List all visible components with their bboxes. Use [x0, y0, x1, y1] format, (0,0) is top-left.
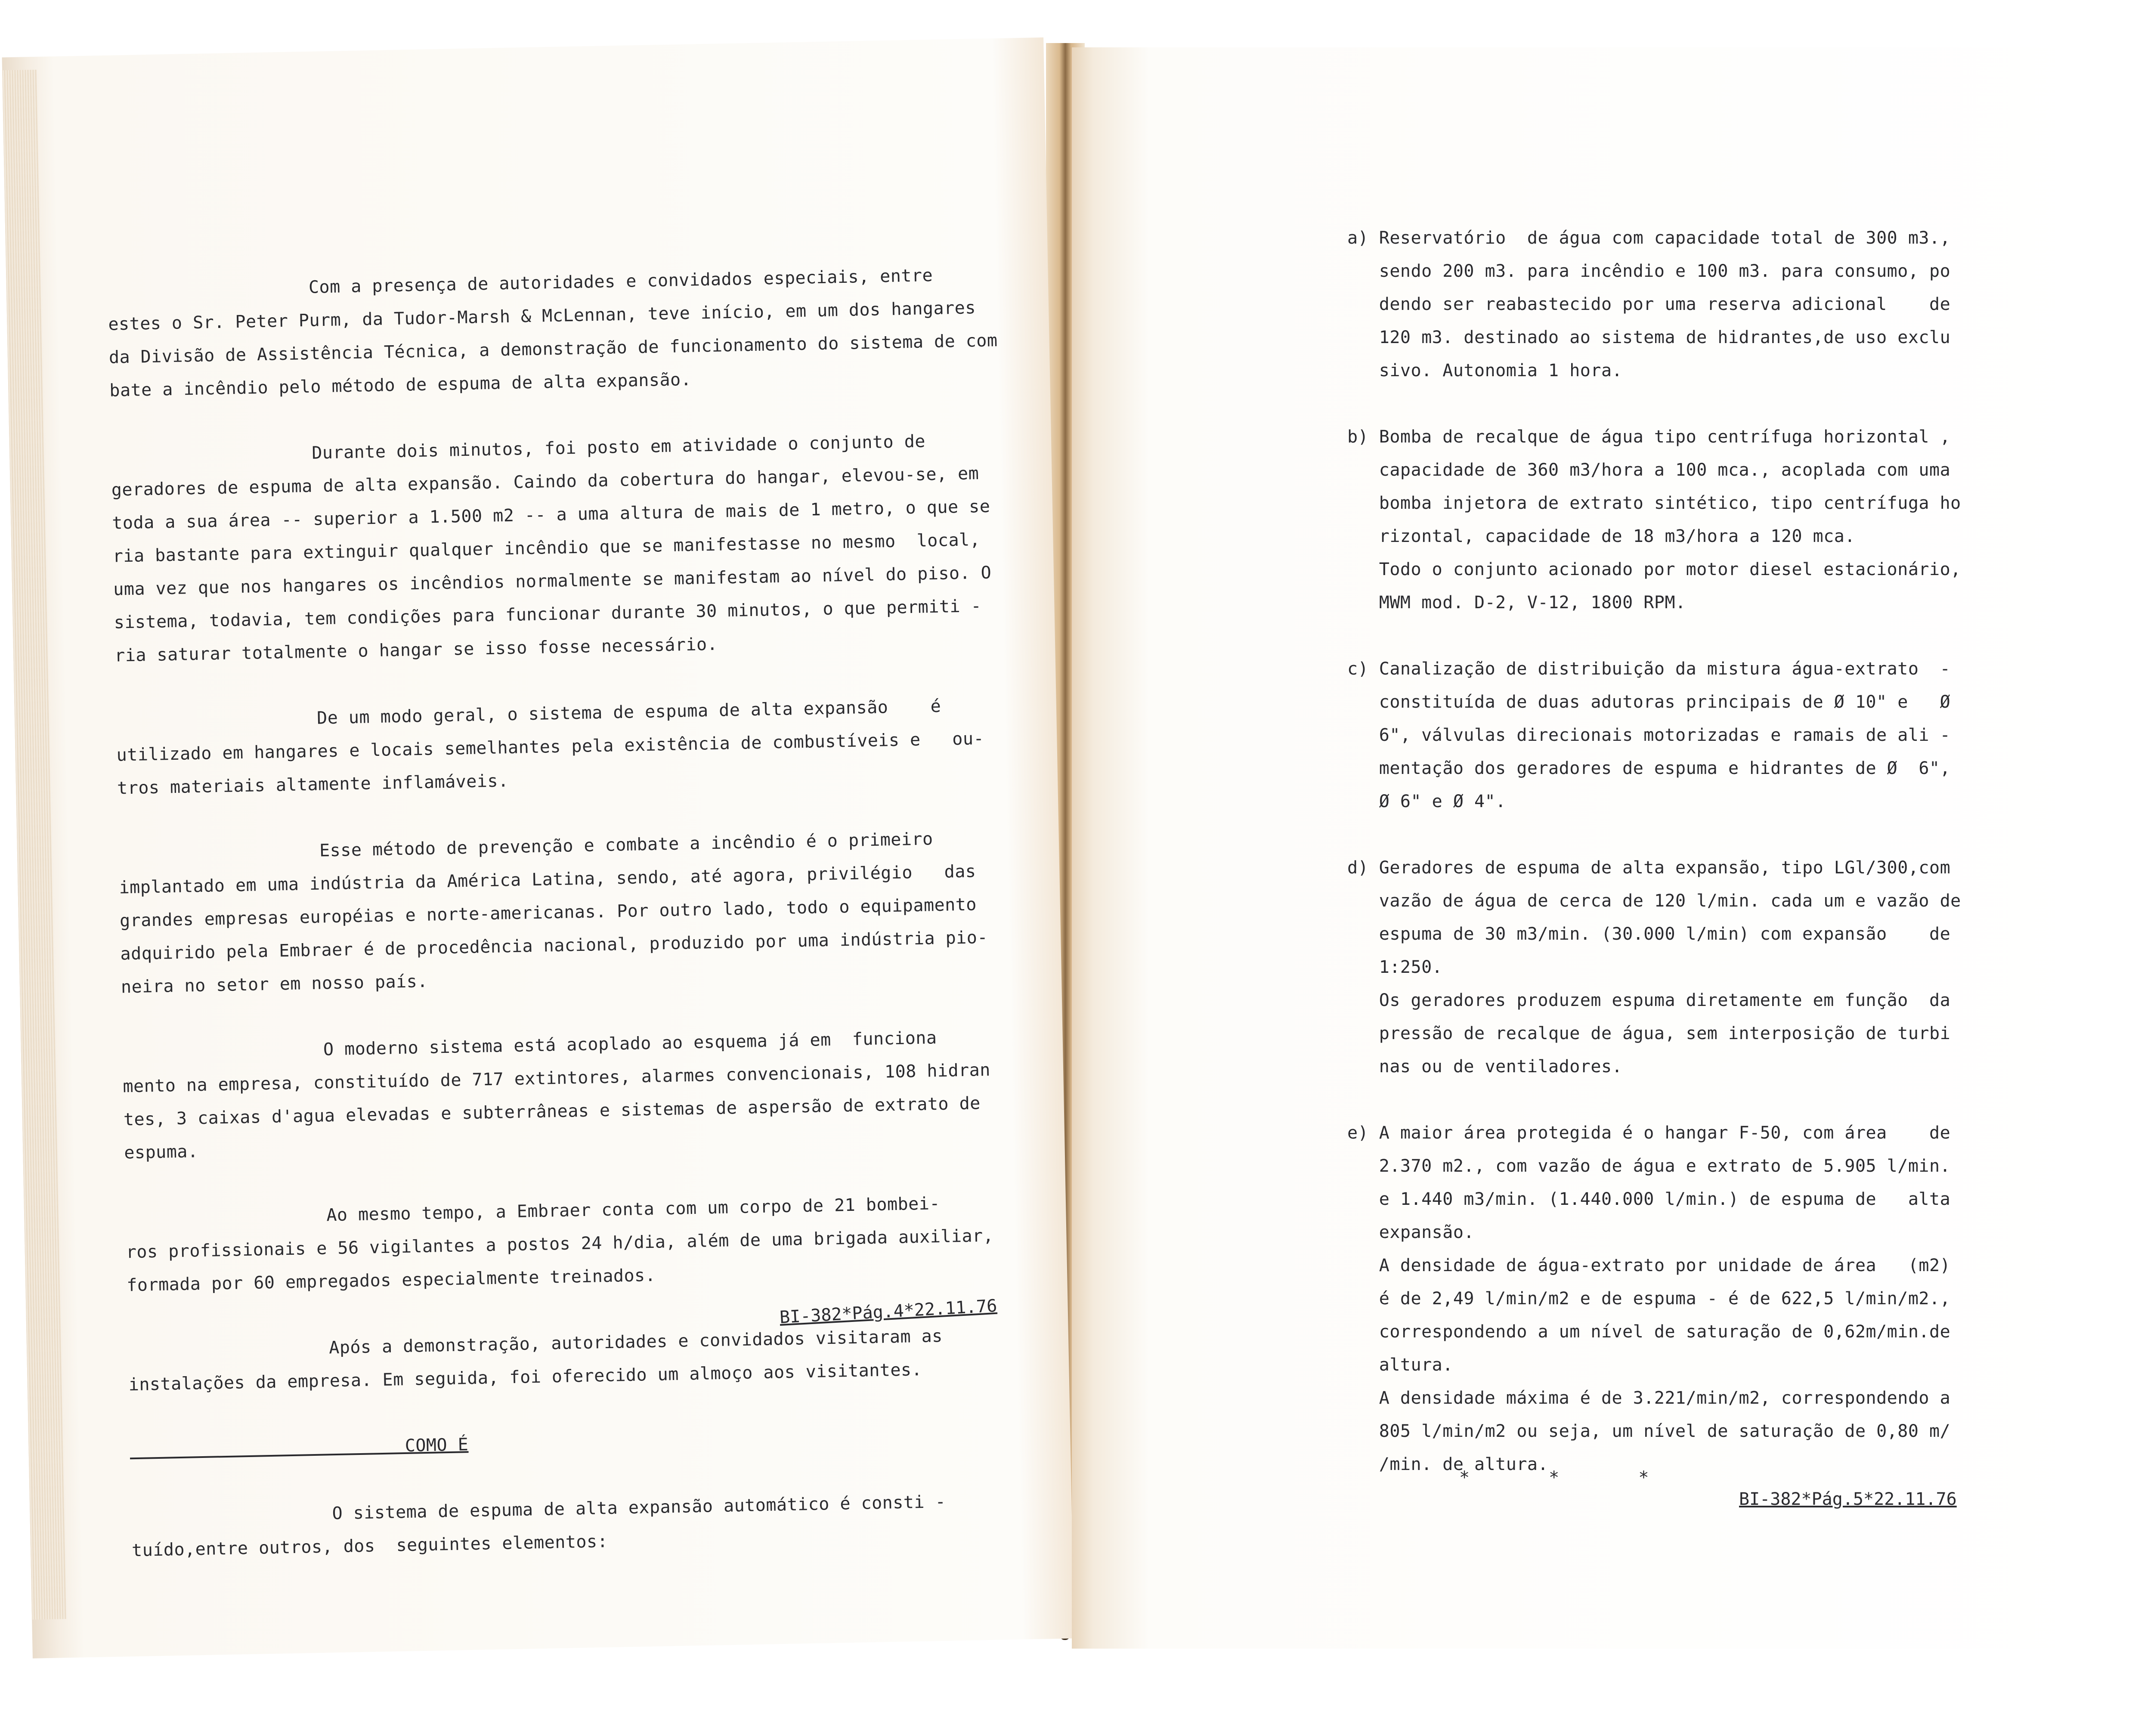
right-page-text-line: Ø 6" e Ø 4".	[1347, 792, 1506, 811]
right-page-text-line: A densidade máxima é de 3.221/min/m2, correspondendo a	[1347, 1388, 1951, 1408]
left-page-text-line: tros materiais altamente inflamáveis.	[117, 771, 509, 798]
right-page-text-line: altura.	[1347, 1355, 1453, 1375]
right-page-text-line: /min. de altura.	[1347, 1454, 1549, 1474]
right-page-text-line: 1:250.	[1347, 957, 1443, 977]
left-page-text-line: da Divisão de Assistência Técnica, a demonstração de funcionamento do sistema de com	[108, 331, 998, 368]
left-page-text-line: formada por 60 empregados especialmente treinados.	[126, 1265, 656, 1296]
right-page-text-line: rizontal, capacidade de 18 m3/hora a 120 mca.	[1347, 526, 1855, 546]
right-page-text-line: vazão de água de cerca de 120 l/min. cada um e vazão de	[1347, 891, 1961, 911]
left-page-text	[107, 258, 1021, 1567]
right-page-footer: BI-382*Pág.5*22.11.76	[1739, 1489, 1957, 1509]
right-page-text-line: a) Reservatório de água com capacidade total de 300 m3.,	[1347, 228, 1951, 248]
section-heading: COMO É	[130, 1435, 469, 1461]
right-page-text-line: bomba injetora de extrato sintético, tipo centrífuga ho	[1347, 493, 1961, 513]
left-page-footer: BI-382*Pág.4*22.11.76	[779, 1296, 998, 1328]
right-page-text-line: c) Canalização de distribuição da mistura água-extrato -	[1347, 659, 1951, 679]
left-page-text-line: O sistema de espuma de alta expansão automático é consti -	[131, 1492, 946, 1528]
left-page-text-line: instalações da empresa. Em seguida, foi oferecido um almoço aos visitantes.	[128, 1359, 922, 1395]
left-page-text-line: neira no setor em nosso país.	[121, 971, 428, 997]
left-page-text-line: ros profissionais e 56 vigilantes a postos 24 h/dia, além de uma brigada auxiliar,	[126, 1225, 994, 1263]
right-page-text-line: constituída de duas adutoras principais de Ø 10" e Ø	[1347, 692, 1951, 712]
right-page-text-line: Os geradores produzem espuma diretamente em função da	[1347, 990, 1951, 1010]
right-page-text-line: b) Bomba de recalque de água tipo centrífuga horizontal ,	[1347, 427, 1951, 447]
left-page	[2, 37, 1074, 1659]
right-page-text-line: correspondendo a um nível de saturação de 0,62m/min.de	[1347, 1322, 1951, 1342]
right-page-text-line: sivo. Autonomia 1 hora.	[1347, 361, 1623, 381]
left-page-text-line: Durante dois minutos, foi posto em atividade o conjunto de	[110, 431, 926, 467]
right-page-text-line	[1347, 1083, 1961, 1117]
left-page-text-line: Ao mesmo tempo, a Embraer conta com um corpo de 21 bombei-	[125, 1194, 941, 1229]
right-page-text-line: 120 m3. destinado ao sistema de hidrantes,de uso exclu	[1347, 328, 1951, 347]
right-page-text-line: MWM mod. D-2, V-12, 1800 RPM.	[1347, 593, 1686, 613]
right-page-text-line: expansão.	[1347, 1222, 1474, 1242]
left-page-text-line: tuído,entre outros, dos seguintes elementos:	[131, 1531, 608, 1561]
right-page-text-line: sendo 200 m3. para incêndio e 100 m3. para consumo, po	[1347, 261, 1951, 281]
left-page-text-line: utilizado em hangares e locais semelhantes pela existência de combustíveis e ou-	[116, 728, 984, 765]
right-page-text-line: A densidade de água-extrato por unidade de área (m2)	[1347, 1256, 1951, 1275]
left-page-text-line: geradores de espuma de alta expansão. Caindo da cobertura do hangar, elevou-se, em	[111, 463, 979, 500]
right-page-text-line: espuma de 30 m3/min. (30.000 l/min) com expansão de	[1347, 924, 1951, 944]
right-page-text-line	[1347, 387, 1961, 421]
left-page-text-line: Com a presença de autoridades e convidados especiais, entre	[107, 265, 933, 301]
left-page-text-line: ria saturar totalmente o hangar se isso fosse necessário.	[114, 634, 718, 666]
left-page-text-line: adquirido pela Embraer é de procedência nacional, produzido por uma indústria pio-	[120, 927, 988, 964]
section-separator-stars: * * *	[1459, 1468, 1683, 1488]
left-page-text-line: implantado em uma indústria da América Latina, sendo, até agora, privilégio das	[119, 861, 976, 898]
right-page-text	[1347, 222, 1961, 1481]
right-page-text-line: e 1.440 m3/min. (1.440.000 l/min.) de espuma de alta	[1347, 1189, 1951, 1209]
left-page-text-line: Esse método de prevenção e combate a incêndio é o primeiro	[118, 829, 934, 865]
left-page-text-line: O moderno sistema está acoplado ao esquema já em funciona	[122, 1028, 937, 1064]
right-page-text-line: d) Geradores de espuma de alta expansão, tipo LGl/300,com	[1347, 858, 1951, 878]
right-page-text-line: 805 l/min/m2 ou seja, um nível de saturação de 0,80 m/	[1347, 1421, 1951, 1441]
left-page-text-line: uma vez que nos hangares os incêndios normalmente se manifestam ao nível do piso. O	[113, 563, 992, 600]
left-page-text-line: Após a demonstração, autoridades e convidados visitaram as	[127, 1326, 943, 1362]
right-page	[1072, 47, 2114, 1649]
left-page-text-line: tes, 3 caixas d'agua elevadas e subterrâneas e sistemas de aspersão de extrato de	[123, 1093, 981, 1130]
right-page-text-line: é de 2,49 l/min/m2 e de espuma - é de 622,5 l/min/m2.,	[1347, 1289, 1951, 1309]
right-page-text-line: Todo o conjunto acionado por motor diesel estacionário,	[1347, 560, 1961, 579]
left-page-text-line: mento na empresa, constituído de 717 extintores, alarmes convencionais, 108 hidran	[123, 1060, 991, 1097]
right-page-text-line: nas ou de ventiladores.	[1347, 1057, 1623, 1077]
left-page-text-line: toda a sua área -- superior a 1.500 m2 -- a uma altura de mais de 1 metro, o que se	[111, 496, 990, 533]
left-page-text-line: bate a incêndio pelo método de espuma de alta expansão.	[109, 369, 692, 401]
left-page-text-line: estes o Sr. Peter Purm, da Tudor-Marsh & McLennan, teve início, em um dos hangares	[108, 298, 976, 334]
left-page-text-line: sistema, todavia, tem condições para funcionar durante 30 minutos, o que permiti -	[114, 596, 982, 633]
left-page-text-line: De um modo geral, o sistema de espuma de alta expansão é	[115, 696, 941, 732]
left-page-text-line: grandes empresas européias e norte-americanas. Por outro lado, todo o equipamento	[119, 894, 977, 931]
right-page-text-line	[1347, 818, 1961, 851]
right-page-text-line: mentação dos geradores de espuma e hidrantes de Ø 6",	[1347, 758, 1951, 778]
left-page-text-line: espuma.	[124, 1142, 198, 1163]
right-page-text-line: 2.370 m2., com vazão de água e extrato de 5.905 l/min.	[1347, 1156, 1951, 1176]
right-page-text-line: 6", válvulas direcionais motorizadas e ramais de ali -	[1347, 725, 1951, 745]
right-page-text-line: e) A maior área protegida é o hangar F-50, com área de	[1347, 1123, 1951, 1143]
left-page-text-line: ria bastante para extinguir qualquer incêndio que se manifestasse no mesmo local,	[112, 529, 981, 566]
right-page-text-line: pressão de recalque de água, sem interposição de turbi	[1347, 1024, 1951, 1043]
right-page-text-line	[1347, 619, 1961, 653]
right-page-text-line: dendo ser reabastecido por uma reserva adicional de	[1347, 294, 1951, 314]
right-page-text-line: capacidade de 360 m3/hora a 100 mca., acoplada com uma	[1347, 460, 1951, 480]
